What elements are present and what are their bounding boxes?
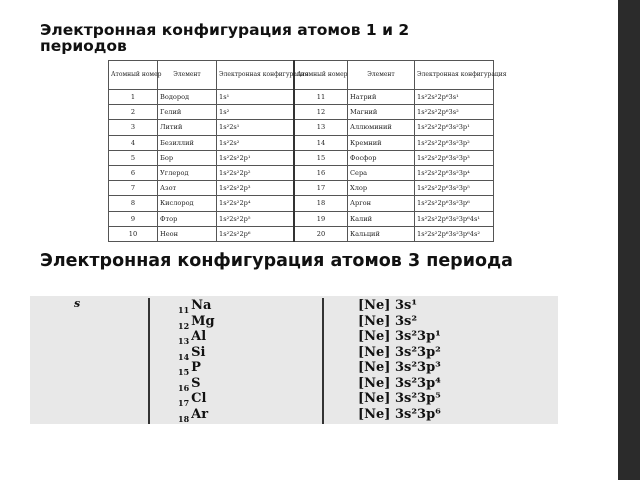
atomic-number: 17 — [178, 398, 190, 408]
period3-configuration: [Ne] 3s²3p⁵ — [358, 391, 441, 406]
table-row — [109, 211, 494, 226]
atomic-number: 14 — [178, 351, 190, 362]
table-row — [109, 150, 494, 165]
element-cell: Безиллий — [158, 135, 217, 150]
atomic-number-cell: 19 — [294, 211, 348, 226]
header-element: Элемент — [158, 61, 217, 90]
slide-edge-bar — [618, 0, 640, 480]
configuration-cell: 1s²2s²2p⁴ — [217, 196, 295, 211]
atomic-number: 16 — [178, 382, 190, 393]
configuration-cell: 1s²2s²2p⁶3s²3p¹ — [415, 120, 494, 135]
orbital-tag: s — [74, 297, 81, 310]
period3-element — [178, 298, 211, 313]
table-row — [109, 135, 494, 150]
element-cell: Фтор — [158, 211, 217, 226]
element-symbol: Si — [191, 344, 206, 360]
configuration-cell: 1s²2s²2p⁶3s²3p² — [415, 135, 494, 150]
atomic-number: 15 — [178, 367, 190, 377]
element-symbol: Na — [191, 298, 212, 313]
configuration-cell: 1s²2s²2p⁵ — [217, 211, 295, 226]
configuration-cell: 1s²2s²2p⁶3s²3p⁶4s¹ — [415, 211, 494, 226]
element-symbol: Mg — [191, 313, 215, 329]
header-configuration: Электронная конфигурация — [217, 61, 295, 90]
period3-element — [178, 360, 201, 375]
atomic-number-cell: 1 — [109, 90, 158, 105]
atomic-number-cell: 14 — [294, 135, 348, 150]
element-symbol: Al — [191, 329, 207, 344]
element-cell: Сера — [348, 165, 415, 180]
period3-element — [178, 345, 205, 360]
period3-element — [178, 329, 206, 344]
atomic-number: 18 — [178, 413, 190, 424]
table-row — [109, 181, 494, 196]
configuration-cell: 1s²2s²2p³ — [217, 181, 295, 196]
element-cell: Кислород — [158, 196, 217, 211]
period3-element — [178, 376, 201, 391]
period3-element — [178, 391, 206, 406]
element-cell: Магний — [348, 105, 415, 120]
table-row — [109, 165, 494, 180]
element-symbol: S — [191, 375, 201, 391]
element-cell: Аллюминий — [348, 120, 415, 135]
element-cell: Калий — [348, 211, 415, 226]
table-row — [109, 105, 494, 120]
atomic-number-cell: 17 — [294, 181, 348, 196]
period3-configuration: [Ne] 3s²3p³ — [358, 360, 441, 375]
atomic-number: 11 — [178, 305, 190, 315]
element-cell: Углерод — [158, 165, 217, 180]
period3-configuration: [Ne] 3s¹ — [358, 298, 418, 313]
atomic-number-cell: 8 — [109, 196, 158, 211]
header-configuration-2: Электронная конфигурация — [415, 61, 494, 90]
config-table — [108, 60, 507, 242]
configuration-cell: 1s²2s²2p⁶3s²3p⁶ — [415, 196, 494, 211]
atomic-number: 13 — [178, 336, 190, 346]
atomic-number-cell: 20 — [294, 226, 348, 241]
period3-configuration: [Ne] 3s²3p⁴ — [358, 375, 441, 391]
atomic-number-cell: 7 — [109, 181, 158, 196]
atomic-number-cell: 2 — [109, 105, 158, 120]
element-cell: Азот — [158, 181, 217, 196]
atomic-number-cell: 9 — [109, 211, 158, 226]
atomic-number-cell: 16 — [294, 165, 348, 180]
element-cell: Аргон — [348, 196, 415, 211]
element-cell: Литий — [158, 120, 217, 135]
atomic-number: 12 — [178, 320, 190, 331]
configuration-cell: 1s²2s²2p⁶3s²3p⁵ — [415, 181, 494, 196]
element-cell: Натрий — [348, 90, 415, 105]
table-row — [109, 90, 494, 105]
configuration-cell: 1s²2s²2p⁶3s²3p³ — [415, 150, 494, 165]
period3-configuration: [Ne] 3s²3p² — [358, 344, 441, 360]
atomic-number-cell: 10 — [109, 226, 158, 241]
configuration-cell: 1s²2s²2p⁶ — [217, 226, 295, 241]
element-cell: Кремний — [348, 135, 415, 150]
header-atomic-number: Атомный номер — [109, 61, 158, 90]
element-cell: Хлор — [348, 181, 415, 196]
atomic-number-cell: 13 — [294, 120, 348, 135]
period3-configuration: [Ne] 3s² — [358, 313, 418, 329]
configuration-cell: 1s²2s²2p⁶3s²3p⁶4s² — [415, 226, 494, 241]
atomic-number-cell: 5 — [109, 150, 158, 165]
table-header-row — [109, 61, 494, 90]
atomic-number-cell: 6 — [109, 165, 158, 180]
element-cell: Гелий — [158, 105, 217, 120]
period3-configuration-panel — [30, 296, 558, 424]
configuration-cell: 1s²2s²2p¹ — [217, 150, 295, 165]
element-symbol: Cl — [191, 391, 207, 406]
atomic-number-cell: 3 — [109, 120, 158, 135]
period3-configuration: [Ne] 3s²3p¹ — [358, 329, 441, 344]
element-symbol: Ar — [191, 406, 209, 422]
configuration-cell: 1s² — [217, 105, 295, 120]
header-element-2: Элемент — [348, 61, 415, 90]
element-cell: Фосфор — [348, 150, 415, 165]
configuration-cell: 1s²2s²2p⁶3s² — [415, 105, 494, 120]
configuration-cell: 1s²2s¹ — [217, 120, 295, 135]
slide-title-period-3: Электронная конфигурация атомов 3 периода — [40, 251, 513, 271]
period3-configuration: [Ne] 3s²3p⁶ — [358, 406, 441, 422]
atomic-number-cell: 11 — [294, 90, 348, 105]
atomic-number-cell: 4 — [109, 135, 158, 150]
atomic-number-cell: 12 — [294, 105, 348, 120]
divider-line — [148, 298, 150, 424]
element-symbol: P — [191, 360, 201, 375]
configuration-cell: 1s²2s²2p² — [217, 165, 295, 180]
element-cell: Неон — [158, 226, 217, 241]
header-atomic-number-2: Атомный номер — [294, 61, 348, 90]
configuration-cell: 1s²2s²2p⁶3s¹ — [415, 90, 494, 105]
slide-title-periods-1-2: Электронная конфигурация атомов 1 и 2 периодов — [40, 21, 410, 56]
element-cell: Бор — [158, 150, 217, 165]
atomic-number-cell: 15 — [294, 150, 348, 165]
period3-element — [178, 314, 215, 329]
divider-line — [322, 298, 324, 424]
table-row — [109, 226, 494, 241]
period3-element — [178, 407, 208, 422]
atomic-number-cell: 18 — [294, 196, 348, 211]
element-cell: Кальций — [348, 226, 415, 241]
configuration-cell: 1s²2s² — [217, 135, 295, 150]
configuration-cell: 1s²2s²2p⁶3s²3p⁴ — [415, 165, 494, 180]
table-row — [109, 120, 494, 135]
configuration-cell: 1s¹ — [217, 90, 295, 105]
element-cell: Водород — [158, 90, 217, 105]
electron-configuration-table — [108, 60, 507, 242]
table-row — [109, 196, 494, 211]
